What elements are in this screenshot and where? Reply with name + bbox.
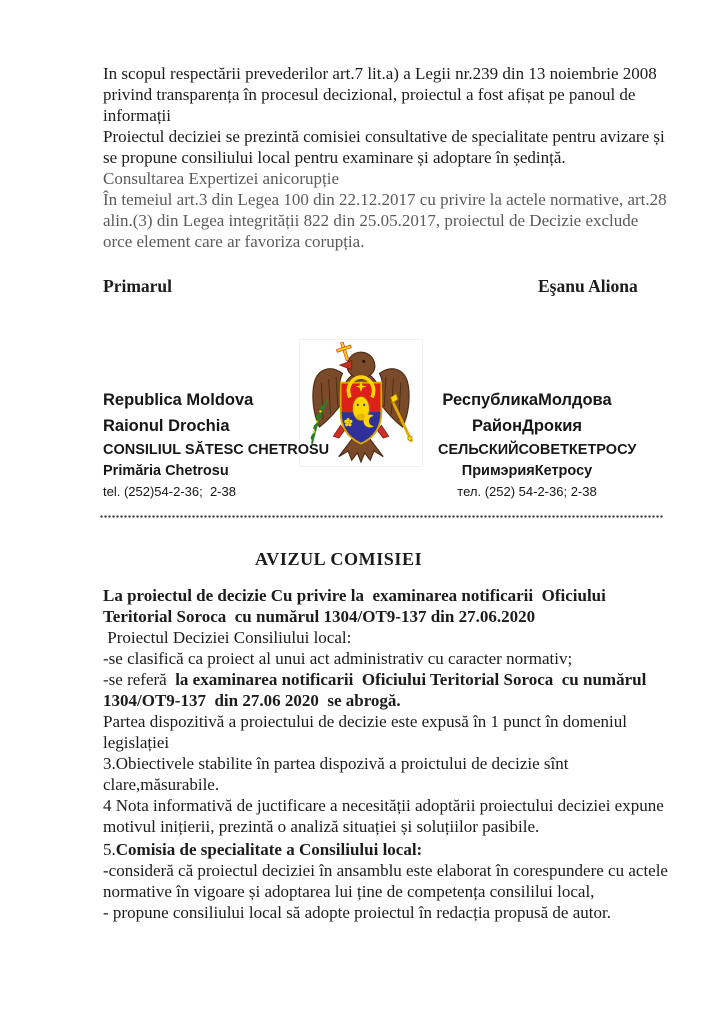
text-line: 5.Comisia de specialitate a Consiliului local: — [103, 840, 423, 859]
letterhead-left — [103, 387, 329, 502]
signer-name: Eşanu Aliona — [538, 276, 638, 296]
text-line: legislației — [103, 733, 170, 752]
commission-section — [103, 839, 668, 923]
text-line: -se referă la examinarea notificarii Oficiului Teritorial Soroca cu numărul — [103, 670, 647, 689]
anticorruption-consultation-line: Consultarea Expertizei anicorupție — [103, 169, 340, 188]
phone-ro: tel. (252)54-2-36; 2-38 — [103, 484, 236, 499]
text-line: se propune consiliului local pentru examinare și adoptare în ședință. — [103, 148, 566, 167]
text-line: - propune consiliului local să adopte proiectul în redacția propusă de autor. — [103, 903, 611, 922]
text-line: La proiectul de decizie Cu privire la examinarea notificarii Oficiului — [103, 586, 606, 605]
text-line: informații — [103, 106, 171, 125]
signature-row — [103, 276, 668, 297]
legal-basis-line: alin.(3) din Legea integrității 822 din 25.05.2017, proiectul de Decizie exclude — [103, 211, 639, 230]
aviz-heading: AVIZUL COMISIEI — [255, 549, 423, 569]
text-line: Proiectul Deciziei Consiliului local: — [103, 628, 352, 647]
text-line: In scopul respectării prevederilor art.7 lit.a) a Legii nr.239 din 13 noiembrie 2008 — [103, 64, 657, 83]
intro-paragraphs — [103, 63, 667, 252]
mayoralty-name-ro: Primăria Chetrosu — [103, 463, 229, 479]
text-line: 4 Nota informativă de juctificare a necesității adoptării proiectului deciziei expune — [103, 796, 664, 815]
district-name-ro: Raionul Drochia — [103, 417, 230, 435]
text-line: -consideră că proiectul deciziei în ansamblu este elaborat în corespundere cu actele — [103, 861, 668, 880]
text-line: motivul inițierii, prezintă o analiză situației și soluțiilor pasibile. — [103, 817, 540, 836]
text-line: Proiectul deciziei se prezintă comisiei consultative de specialitate pentru avizare și — [103, 127, 665, 146]
letterhead-right — [438, 387, 637, 502]
district-name-ru: РайонДрокия — [471, 417, 583, 435]
text-line: -se clasifică ca proiect al unui act administrativ cu caracter normativ; — [103, 649, 573, 668]
text-line: Teritorial Soroca cu numărul 1304/OT9-137 din 27.06.2020 — [103, 607, 536, 626]
council-name-ru: СЕЛЬСКИЙСОВЕТКЕТРОСУ — [438, 442, 637, 458]
legal-basis-line: În temeiul art.3 din Legea 100 din 22.12.2017 cu privire la actele normative, art.28 — [103, 190, 667, 209]
phone-ru: тел. (252) 54-2-36; 2-38 — [457, 484, 597, 499]
text-line: 1304/OT9-137 din 27.06 2020 se abrogă. — [103, 691, 401, 710]
aviz-body — [103, 585, 664, 837]
mayoralty-name-ru: ПримэрияКетросу — [461, 463, 593, 479]
country-name-ru: РеспубликаМолдова — [442, 391, 612, 409]
text-line: clare,măsurabile. — [103, 775, 220, 794]
dotted-separator — [100, 515, 664, 518]
legal-basis-line: orce element care ar favoriza corupția. — [103, 232, 365, 251]
text-line: Partea dispozitivă a proiectului de decizie este expusă în 1 punct în domeniul — [103, 712, 628, 731]
council-name-ro: CONSILIUL SĂTESC CHETROSU — [103, 442, 330, 458]
text-line: normative în vigoare și adoptarea lui ține de competența consililui local, — [103, 882, 595, 901]
text-line: privind transparența în procesul decizional, proiectul a fost afișat pe panoul de — [103, 85, 636, 104]
text-line: 3.Obiectivele stabilite în partea dispozivă a proictului de decizie sînt — [103, 754, 569, 773]
country-name-ro: Republica Moldova — [103, 391, 254, 409]
signer-title: Primarul — [103, 276, 173, 296]
